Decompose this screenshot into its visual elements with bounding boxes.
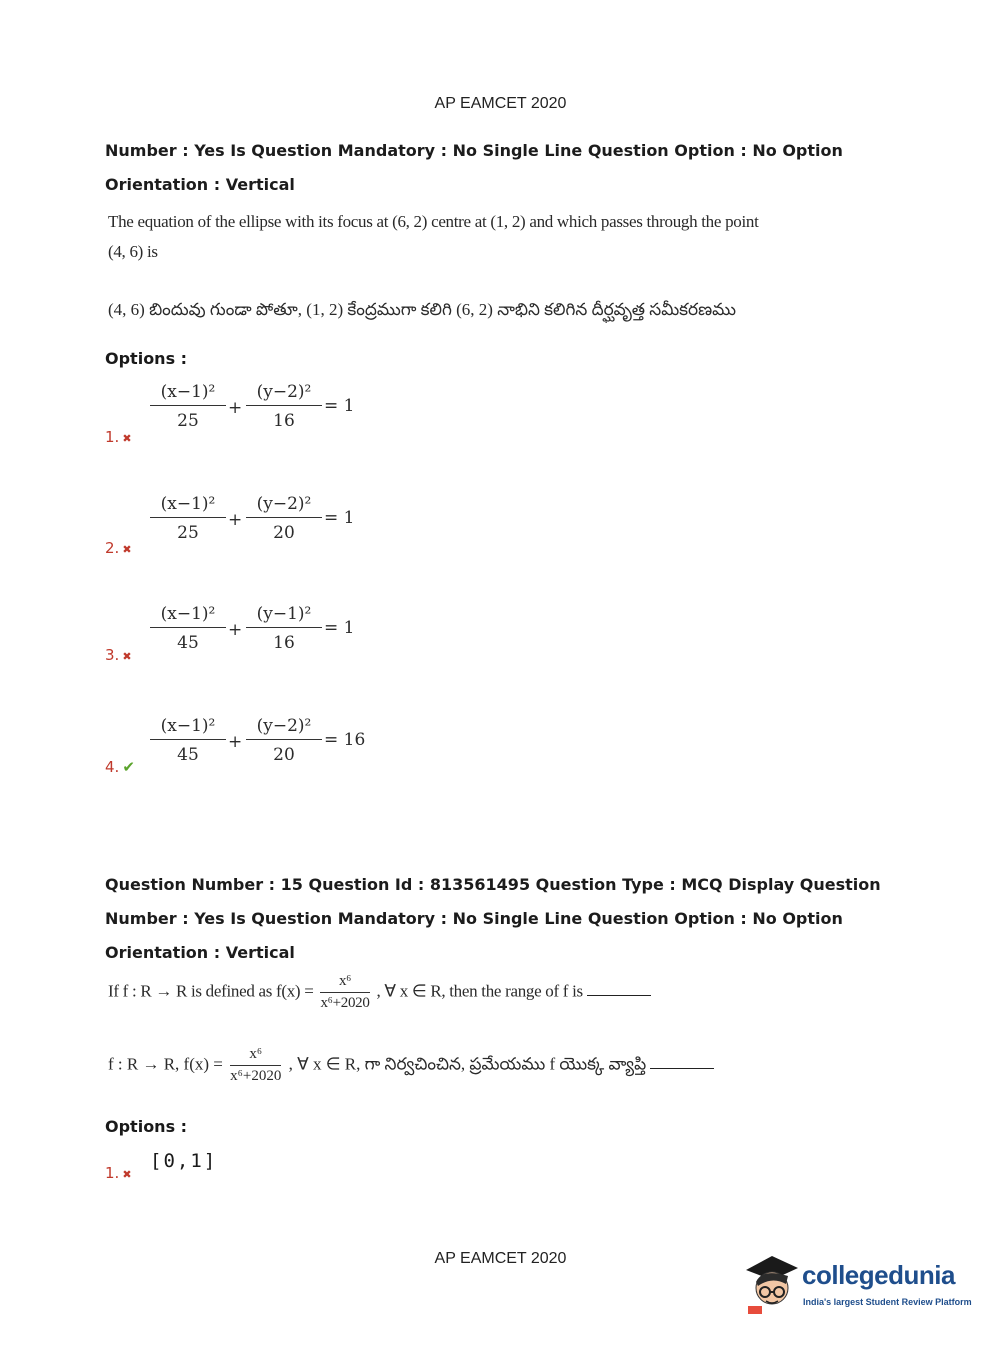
fraction-x: (x−1)² 25 bbox=[150, 494, 226, 543]
q14-meta-line2: Orientation : Vertical bbox=[105, 175, 295, 194]
fraction-y: (y−2)² 20 bbox=[246, 494, 322, 543]
q14-option-2-number: 2. ✖ bbox=[105, 539, 132, 557]
q14-meta-line1: Number : Yes Is Question Mandatory : No Single Line Question Option : No Option bbox=[105, 141, 843, 160]
brand-name: collegedunia bbox=[802, 1260, 955, 1290]
q15-options-label: Options : bbox=[105, 1117, 188, 1136]
q14-option-4-number: 4. ✔ bbox=[105, 758, 135, 776]
answer-blank bbox=[650, 1068, 714, 1069]
q15-text-en: If f : R → R is defined as f(x) = $\frac{\text{x⁶}}{\text{x⁶+2020}}$ , ∀ x ∈ R, then the range of f is bbox=[108, 973, 651, 1012]
q14-text-en-line1: The equation of the ellipse with its focus at (6, 2) centre at (1, 2) and which passes through the point bbox=[108, 212, 759, 231]
q15-fraction: $\frac{\text{x⁶}}{\text{x⁶+2020}}$ bbox=[320, 973, 370, 1011]
q15-option-1-number: 1. ✖ bbox=[105, 1164, 132, 1182]
fraction-y: (y−2)² 20 bbox=[246, 716, 322, 765]
page-footer: AP EAMCET 2020 bbox=[434, 1250, 567, 1267]
q15-meta-line3: Orientation : Vertical bbox=[105, 943, 295, 962]
q14-option-2-equation: (x−1)² 25 + (y−2)² 20 = 1 bbox=[150, 494, 390, 554]
q15-fraction-te: $\frac{\text{x⁶}}{\text{x⁶+2020}}$ bbox=[230, 1046, 282, 1084]
q15-meta-line1: Question Number : 15 Question Id : 813561495 Question Type : MCQ Display Question bbox=[105, 875, 881, 894]
fraction-x: (x−1)² 45 bbox=[150, 604, 226, 653]
wrong-icon: ✖ bbox=[122, 650, 132, 663]
wrong-icon: ✖ bbox=[122, 432, 132, 445]
q15-text-telugu: f : R → R, f(x) = $\frac{\text{x⁶}}{\text{x⁶+2020}}$ , ∀ x ∈ R, గా నిర్వచించిన, ప్రమేయము f యొక్క వ్యాప్తి bbox=[108, 1046, 714, 1085]
q14-option-3-equation: (x−1)² 45 + (y−1)² 16 = 1 bbox=[150, 604, 390, 664]
q14-text-en-line2: (4, 6) is bbox=[108, 242, 158, 261]
answer-blank bbox=[587, 995, 651, 996]
page-header: AP EAMCET 2020 bbox=[434, 95, 567, 112]
mascot-icon bbox=[742, 1248, 802, 1318]
collegedunia-logo[interactable] bbox=[742, 1248, 972, 1318]
fraction-y: (y−2)² 16 bbox=[246, 382, 322, 431]
q14-text-telugu: (4, 6) బిందువు గుండా పోతూ, (1, 2) కేంద్రముగా కలిగి (6, 2) నాభిని కలిగిన దీర్ఘవృత్త సమీకరణము bbox=[108, 300, 737, 319]
q15-meta-line2: Number : Yes Is Question Mandatory : No Single Line Question Option : No Option bbox=[105, 909, 843, 928]
fraction-x: (x−1)² 45 bbox=[150, 716, 226, 765]
q14-option-4-equation: (x−1)² 45 + (y−2)² 20 = 16 bbox=[150, 716, 390, 776]
wrong-icon: ✖ bbox=[122, 543, 132, 556]
q15-option-1-value: [0,1] bbox=[150, 1150, 218, 1172]
fraction-y: (y−1)² 16 bbox=[246, 604, 322, 653]
q14-option-3-number: 3. ✖ bbox=[105, 646, 132, 664]
q14-option-1-equation: (x−1)² 25 + (y−2)² 16 = 1 bbox=[150, 382, 390, 442]
wrong-icon: ✖ bbox=[122, 1168, 132, 1181]
brand-tagline: India's largest Student Review Platform bbox=[803, 1297, 972, 1307]
check-icon: ✔ bbox=[122, 758, 135, 776]
q14-options-label: Options : bbox=[105, 349, 188, 368]
q14-option-1-number: 1. ✖ bbox=[105, 428, 132, 446]
fraction-x: (x−1)² 25 bbox=[150, 382, 226, 431]
